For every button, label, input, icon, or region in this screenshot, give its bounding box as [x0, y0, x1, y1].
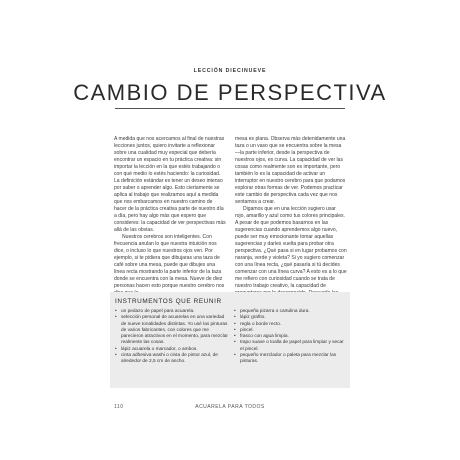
list-item: • pequeño mezclador o paleta para mezclar las pinturas.: [234, 353, 346, 366]
page-number: 110: [114, 404, 124, 410]
list-item: • lápiz grafito.: [234, 315, 346, 321]
list-item: • regla o borde recto.: [234, 322, 346, 328]
paragraph: A medida que nos acercamos al final de nuestras lecciones juntos, quiero invitarte a reflexionar sobre una cualidad muy especial que debería encontrar un espacio en tu práctica creativa: sin importar la lección en la que estés trabajando o con qué medio lo estés haciendo: la curiosidad. La definición estándar es tener un deseo intenso por saber o aprender algo. Esto ciertamente se aplica al trabajo que realizamos aquí a medida que nos embarcamos en nuestro camino de hacer de la práctica creativa parte de nuestro día a día, pero hay algo más que espero que consideres: la capacidad de ver perspectivas más allá de las obvias.: [114, 136, 226, 233]
page-footer: [114, 404, 346, 412]
book-title: ACUARELA PARA TODOS: [195, 404, 265, 410]
materials-list-left: [115, 309, 228, 366]
list-item: • trapo suave o toalla de papel para limpiar y secar el pincel.: [234, 340, 346, 353]
list-item: • frasco con agua limpia.: [234, 334, 346, 340]
list-item: • pincel.: [234, 328, 346, 334]
lesson-label: LECCIÓN DIECINUEVE: [193, 68, 267, 74]
materials-box-title: INSTRUMENTOS QUE REUNIR: [115, 298, 222, 305]
list-item: • un pedazo de papel para acuarela.: [115, 309, 228, 315]
materials-list-right: [234, 309, 346, 366]
body-column-right: [235, 136, 347, 304]
list-item: • cinta adhesiva washi o cinta de pintor azul, de alrededor de 2,5 cm de ancho.: [115, 353, 228, 366]
list-item: • lápiz acuarela o marcador, o ambos.: [115, 347, 228, 353]
materials-box: [110, 292, 350, 388]
body-column-left: [114, 136, 226, 297]
list-item: • selección personal de acuarelas en una variedad de nueve tonalidades distintas. Yo usé las pinturas de varios fabricantes, con colores que me parecieron atractivos en el momento, para mezclar realmente las cosas.: [115, 315, 228, 346]
paragraph: mesa es plana. Observa más detenidamente una taza o un vaso que se encuentra sobre la mesa —la parte inferior, desde la perspectiva de nuestros ojos, es curva. La capacidad de ver las cosas como realmente son es importante, pero también lo es la capacidad de activar un interruptor en nuestro cerebro para que podamos explorar otras formas de ver. Podemos practicar este cambio de perspectiva cada vez que nos sentamos a crear.: [235, 136, 346, 205]
paragraph: Digamos que en una lección sugiero usar rojo, amarillo y azul como tus colores principales. A pesar de que podemos basarnos en las sugerencias cuando aprendemos algo nuevo, puede ser muy emocionante tomar aquellas sugerencias y darles vuelta para probar otra perspectiva. ¿Qué pasa si en lugar probamos con naranja, verde y violeta? Si yo sugiero comenzar con una línea recta, ¿qué pasaría si tú decides comenzar con una línea curva? A esto es a lo que me refiero con curiosidad cuando se trata de nuestro trabajo creativo, la capacidad de: [235, 206, 347, 289]
page-title: CAMBIO DE PERSPECTIVA: [73, 80, 387, 105]
paragraph: Nuestros cerebros son inteligentes. Con frecuencia anulan lo que nuestra intuición nos dice, o incluso lo que nuestros ojos ven. Por ejemplo, si te pidiera que dibujaras una taza de café sobre una mesa, puede que dibujes una línea recta mostrando la parte inferior de la taza donde se encuentra con la mesa. Nueve de diez personas hacen esto porque nuestro cerebro nos: [114, 234, 225, 289]
title-underline: [115, 108, 345, 109]
list-item: • pequeña pizarra o cartulina dura.: [234, 309, 346, 315]
